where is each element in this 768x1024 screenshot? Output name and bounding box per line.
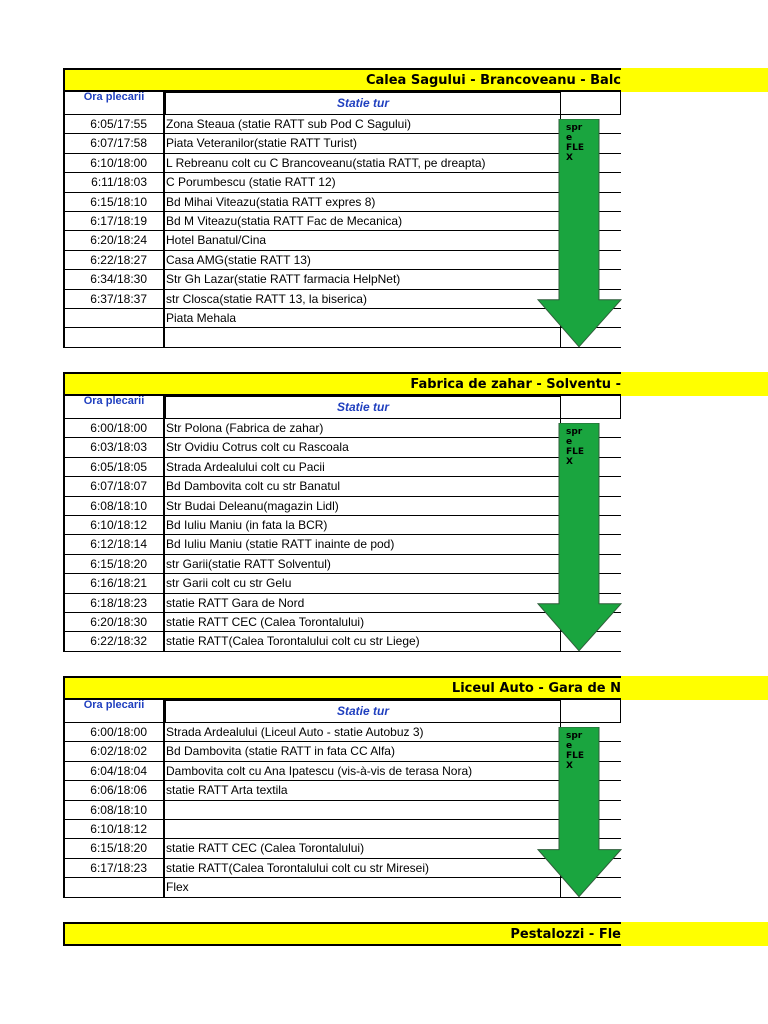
departure-time (65, 328, 165, 346)
stop-name: statie RATT Arta textila (165, 781, 561, 799)
stop-name (165, 801, 561, 819)
departure-time: 6:00/18:00 (65, 419, 165, 437)
route-title: Pestalozzi - Fle (63, 922, 621, 946)
departure-time: 6:22/18:27 (65, 251, 165, 269)
stop-name: Bd M Viteazu(statia RATT Fac de Mecanica) (165, 212, 561, 230)
departure-time: 6:17/18:19 (65, 212, 165, 230)
stop-name: Bd Dambovita (statie RATT in fata CC Alfa) (165, 742, 561, 760)
stop-name: Bd Mihai Viteazu(statia RATT expres 8) (165, 193, 561, 211)
header-spacer (560, 92, 620, 114)
departure-time: 6:04/18:04 (65, 762, 165, 780)
departure-time: 6:11/18:03 (65, 173, 165, 191)
stop-name: Str Polona (Fabrica de zahar) (165, 419, 561, 437)
departure-time: 6:08/18:10 (65, 801, 165, 819)
stop-name: Piata Mehala (165, 309, 561, 327)
stop-name: Bd Iuliu Maniu (in fata la BCR) (165, 516, 561, 534)
route-title: Fabrica de zahar - Solventu - (63, 372, 621, 396)
stop-name: statie RATT Gara de Nord (165, 594, 561, 612)
stop-name: Piata Veteranilor(statie RATT Turist) (165, 134, 561, 152)
table-header (63, 700, 621, 723)
stop-name: Dambovita colt cu Ana Ipatescu (vis-à-vis de terasa Nora) (165, 762, 561, 780)
stop-name: str Closca(statie RATT 13, la biserica) (165, 290, 561, 308)
departure-time: 6:07/18:07 (65, 477, 165, 495)
title-bar-extension (621, 372, 768, 396)
flex-arrow-label: spr e FLE X (566, 123, 585, 163)
departure-time (65, 309, 165, 327)
departure-time: 6:06/18:06 (65, 781, 165, 799)
header-spacer (560, 396, 620, 418)
departure-time: 6:05/18:05 (65, 458, 165, 476)
stop-name: str Garii colt cu str Gelu (165, 574, 561, 592)
table-header (63, 396, 621, 419)
departure-time: 6:20/18:30 (65, 613, 165, 631)
stop-name: statie RATT CEC (Calea Torontalului) (165, 839, 561, 857)
stop-name: Str Ovidiu Cotrus colt cu Rascoala (165, 438, 561, 456)
header-spacer (560, 700, 620, 722)
stop-name (165, 328, 561, 346)
stop-column-header: Statie tur (165, 396, 560, 418)
stop-name: C Porumbescu (statie RATT 12) (165, 173, 561, 191)
stop-name: Casa AMG(statie RATT 13) (165, 251, 561, 269)
departure-time: 6:37/18:37 (65, 290, 165, 308)
departure-time: 6:16/18:21 (65, 574, 165, 592)
departure-time: 6:10/18:12 (65, 516, 165, 534)
stop-name: Strada Ardealului (Liceul Auto - statie Autobuz 3) (165, 723, 561, 741)
departure-time: 6:02/18:02 (65, 742, 165, 760)
departure-time: 6:12/18:14 (65, 535, 165, 553)
stop-name: Zona Steaua (statie RATT sub Pod C Sagului) (165, 115, 561, 133)
stop-name: Bd Iuliu Maniu (statie RATT inainte de pod) (165, 535, 561, 553)
flex-arrow-label: spr e FLE X (566, 427, 585, 467)
stop-name: Strada Ardealului colt cu Pacii (165, 458, 561, 476)
departure-time: 6:15/18:20 (65, 839, 165, 857)
departure-time: 6:00/18:00 (65, 723, 165, 741)
stop-column-header: Statie tur (165, 92, 560, 114)
departure-time: 6:20/18:24 (65, 231, 165, 249)
title-bar-extension (621, 922, 768, 946)
stop-name: L Rebreanu colt cu C Brancoveanu(statia RATT, pe dreapta) (165, 154, 561, 172)
stop-name: statie RATT CEC (Calea Torontalului) (165, 613, 561, 631)
route-title: Liceul Auto - Gara de N (63, 676, 621, 700)
stop-column-header: Statie tur (165, 700, 560, 722)
departure-time: 6:17/18:23 (65, 859, 165, 877)
departure-time: 6:10/18:00 (65, 154, 165, 172)
time-column-header: Ora plecarii (65, 92, 165, 114)
departure-time: 6:34/18:30 (65, 270, 165, 288)
departure-time: 6:03/18:03 (65, 438, 165, 456)
route-table (63, 922, 621, 946)
stop-name: str Garii(statie RATT Solventul) (165, 555, 561, 573)
route-table (63, 372, 621, 652)
stop-name: Bd Dambovita colt cu str Banatul (165, 477, 561, 495)
departure-time: 6:05/17:55 (65, 115, 165, 133)
departure-time: 6:07/17:58 (65, 134, 165, 152)
departure-time: 6:10/18:12 (65, 820, 165, 838)
route-table (63, 68, 621, 348)
departure-time: 6:22/18:32 (65, 632, 165, 650)
departure-time: 6:15/18:10 (65, 193, 165, 211)
stop-name (165, 820, 561, 838)
flex-arrow-label: spr e FLE X (566, 731, 585, 771)
time-column-header: Ora plecarii (65, 700, 165, 722)
title-bar-extension (621, 68, 768, 92)
time-column-header: Ora plecarii (65, 396, 165, 418)
stop-name: Flex (165, 878, 561, 896)
departure-time: 6:15/18:20 (65, 555, 165, 573)
route-table (63, 676, 621, 898)
title-bar-extension (621, 676, 768, 700)
stop-name: statie RATT(Calea Torontalului colt cu str Miresei) (165, 859, 561, 877)
stop-name: Str Budai Deleanu(magazin Lidl) (165, 497, 561, 515)
departure-time: 6:18/18:23 (65, 594, 165, 612)
table-header (63, 92, 621, 115)
stop-name: Str Gh Lazar(statie RATT farmacia HelpNet) (165, 270, 561, 288)
route-title: Calea Sagului - Brancoveanu - Balc (63, 68, 621, 92)
stop-name: Hotel Banatul/Cina (165, 231, 561, 249)
departure-time (65, 878, 165, 896)
departure-time: 6:08/18:10 (65, 497, 165, 515)
stop-name: statie RATT(Calea Torontalului colt cu str Liege) (165, 632, 561, 650)
